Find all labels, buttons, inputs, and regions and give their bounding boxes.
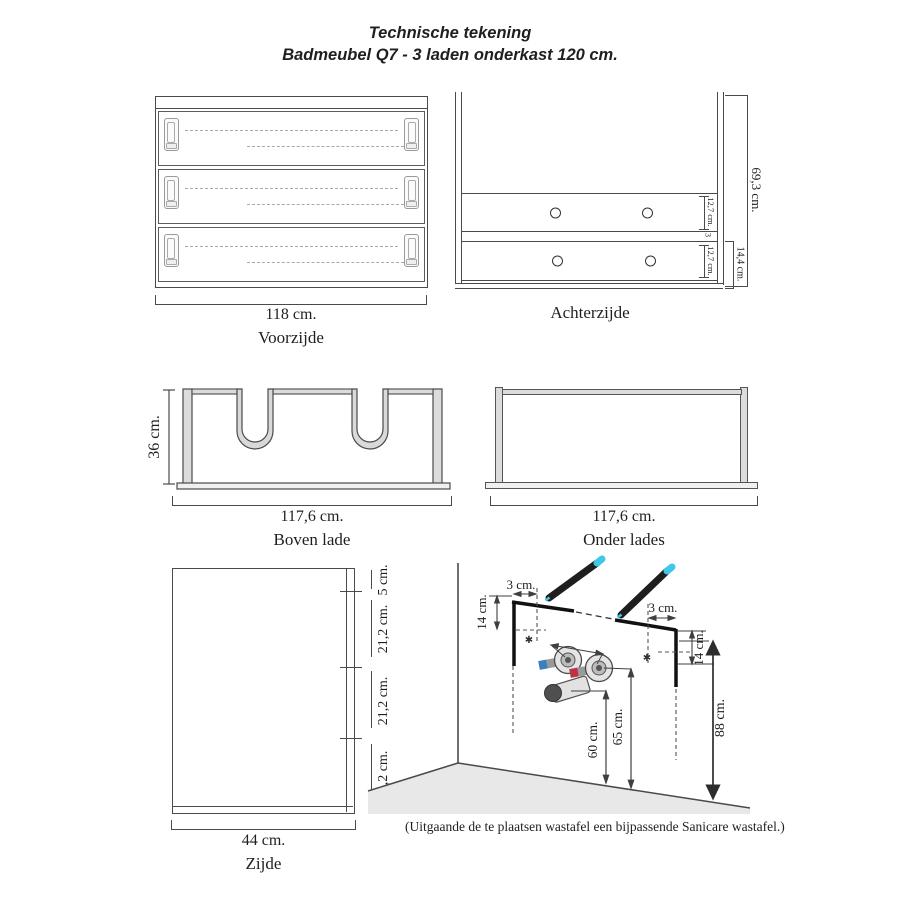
upper-rail-dim-line [704,196,705,229]
side-segment-dimension-1: 5 cm. [376,564,391,596]
front-view-top-edge [156,97,427,109]
lower-drawer-top-rail [502,389,742,395]
page-title [0,22,900,67]
title-line-1: Technische tekening [368,24,532,42]
pencil-mark-right-horizontal [615,620,676,630]
drawer-base [177,483,450,489]
drawer-dashed-line [247,204,404,205]
drawer-front-2 [158,169,425,224]
side-view-inner-line [346,569,347,812]
offset-right-dimension: 3 cm. [648,600,678,615]
offset-left-dimension: 3 cm. [506,577,536,592]
drawer-slide-icon [164,176,179,209]
mark-height-dimension: 88 cm. [713,698,728,738]
upper-rail-dimension: 12,7 cm. [706,197,716,227]
side-view-label: Zijde [245,854,282,873]
section-tick [340,738,362,739]
drain-opening [545,685,562,702]
drawer-right-wall [433,389,442,484]
depth-left-dimension: 14 cm. [474,594,489,630]
marker-pen-left [546,559,603,601]
installation-drawing [365,553,770,817]
star-mark-right: ✱ [642,653,652,664]
pencil-mark-left-horizontal [512,602,574,611]
lower-drawer-base [485,482,758,489]
drawer-slide-icon [404,234,419,267]
drawer-front-1 [158,111,425,166]
screw-hole [550,207,561,218]
drawer-dashed-line [247,262,404,263]
drawer-dashed-line [185,188,398,189]
lower-drawer-width-dimension: 117,6 cm. [592,508,656,525]
total-height-dimension: 69,3 cm. [749,167,764,213]
warm-valve-handle [570,672,578,674]
depth-right-dimension: 14 cm. [691,630,706,666]
screw-hole [552,256,563,267]
top-drawer-width-dim-line [172,496,452,506]
front-width-dimension: 118 cm. [265,306,317,323]
lower-rail-dimension: 12,7 cm. [706,246,716,276]
side-segment-dimension-3: 21,2 cm. [376,676,391,726]
lower-rail-dim-line [704,245,705,278]
lower-drawer-right-post [740,387,748,484]
drain-height-dimension: 60 cm. [585,721,600,759]
front-width-dimension-line [155,295,427,305]
dim-tick [699,277,709,278]
top-drawer-label: Boven lade [273,530,351,549]
drawer-slide-icon [164,118,179,151]
pen-cap [597,559,602,563]
back-lower-rail [462,241,717,281]
back-upper-rail [462,193,717,232]
total-height-dim-line [725,95,748,287]
top-drawer-height-dimension: 36 cm. [146,415,163,459]
drawer-slide-icon [404,176,419,209]
top-drawer-width-dimension: 117,6 cm. [280,508,344,525]
section-tick [340,591,362,592]
side-width-dimension: 44 cm. [241,832,286,849]
side-view-inner-line [173,806,353,807]
drawer-left-wall [183,389,192,484]
title-line-2: Badmeubel Q7 - 3 laden onderkast 120 cm. [282,46,618,65]
drawer-top-rail [273,389,352,394]
pen-cap [667,567,672,571]
side-view-drawing [172,568,355,814]
drain-pipe [545,676,591,703]
rail-gap-dimension: 3 [703,233,713,237]
side-width-dim-line [171,820,356,830]
side-segment-dimension-2: 21,2 cm. [376,604,391,654]
drawer-dashed-line [185,246,398,247]
back-view-label: Achterzijde [550,303,630,322]
siphon-cutout-right [352,389,388,449]
drawer-slide-icon [404,118,419,151]
drawer-front-3 [158,227,425,282]
lower-drawer-width-dim-line [490,496,758,506]
installation-caption: (Uitgaande de te plaatsen wastafel een bijpassende Sanicare wastafel.) [405,819,785,834]
section-tick [340,667,362,668]
pencil-mark-dashed-middle [576,612,613,619]
front-view-drawing [155,96,428,288]
back-right-post [717,92,724,285]
cold-valve-handle [539,664,547,666]
dim-tick [699,229,709,230]
drawer-dashed-line [185,130,398,131]
siphon-cutout-left [237,389,273,449]
screw-hole [645,256,656,267]
back-left-post [455,92,462,285]
drawer-top-rail [192,389,237,394]
front-view-label: Voorzijde [258,328,324,347]
lower-drawers-label: Onder lades [583,530,665,549]
drawer-dashed-line [247,146,404,147]
side-segment-dimension-4: 21,2 cm. [376,750,391,800]
valve-height-dimension: 65 cm. [610,708,625,746]
lower-drawer-left-post [495,387,503,484]
drawer-slide-icon [164,234,179,267]
bottom-section-dimension: 14,4 cm. [734,246,746,282]
screw-hole [642,207,653,218]
drawer-top-rail [388,389,433,394]
back-bottom-edge [455,283,723,289]
star-mark-left: ✱ [524,635,534,646]
floor-surface [368,763,750,814]
